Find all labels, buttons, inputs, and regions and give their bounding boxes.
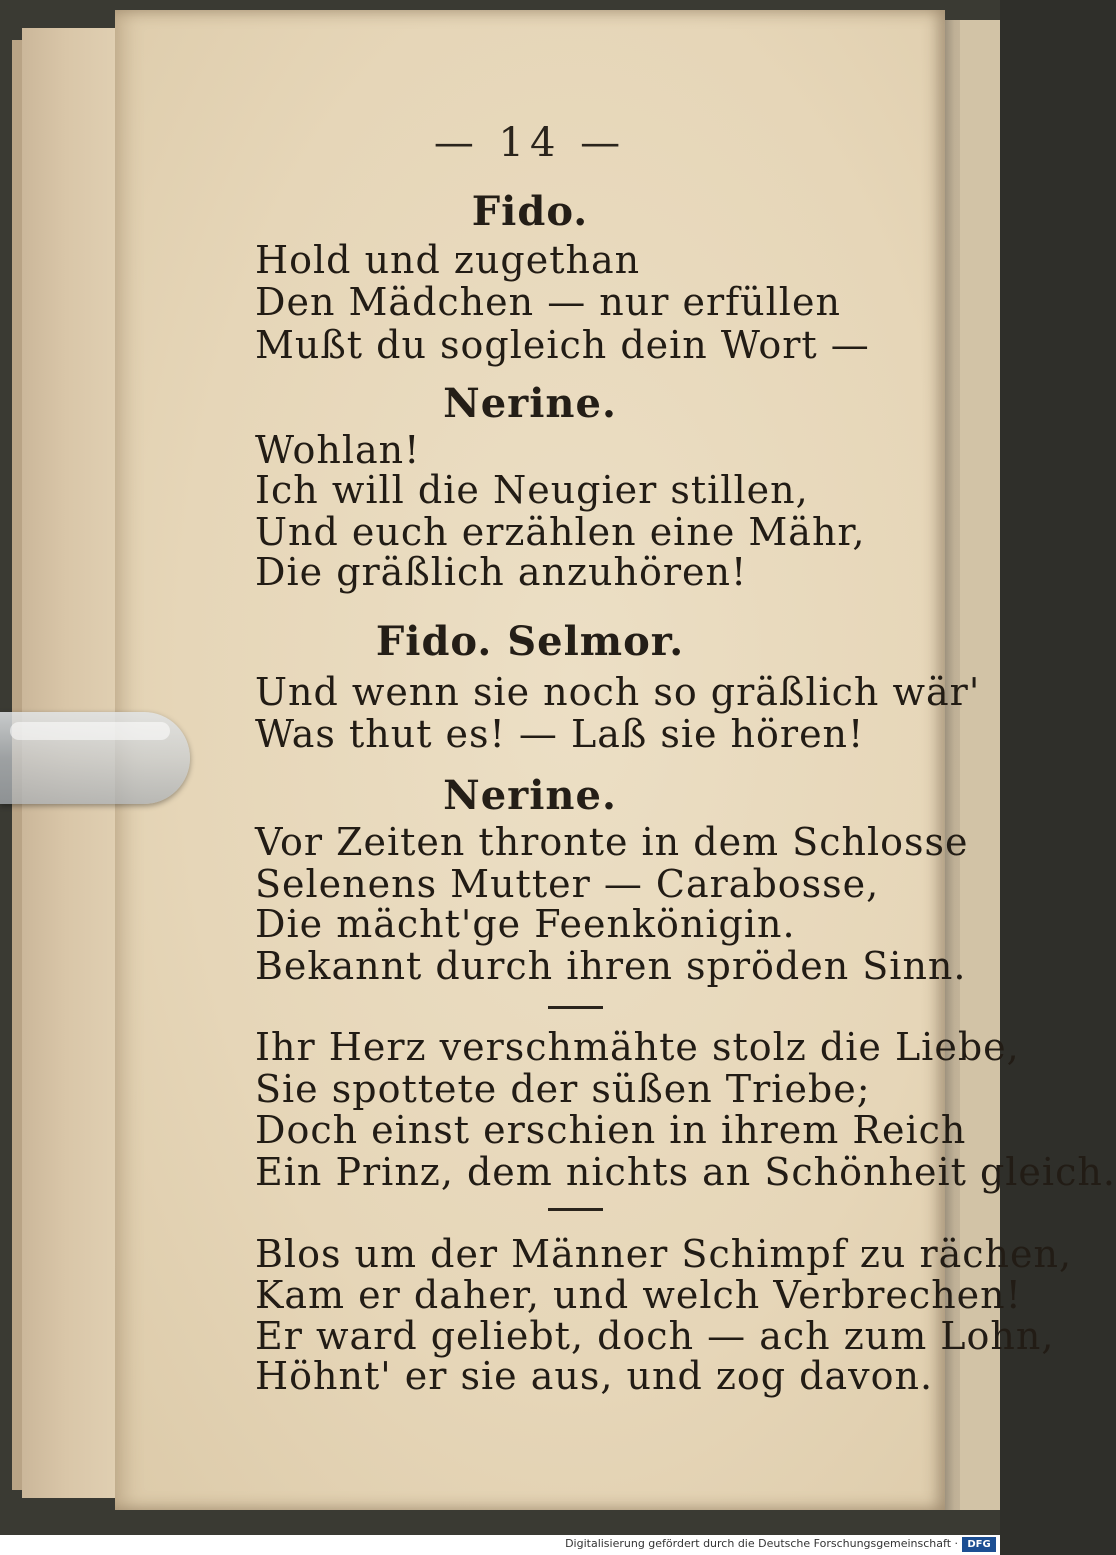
verse-line: Die gräßlich anzuhören! — [255, 550, 748, 594]
speaker-nerine: Nerine. — [443, 772, 617, 819]
verse-line: Vor Zeiten thronte in dem Schlosse — [255, 820, 969, 864]
verse-line: Wohlan! — [255, 428, 421, 472]
book-page — [115, 10, 1116, 1510]
verse-line: Und euch erzählen eine Mähr, — [255, 510, 866, 554]
stanza-divider — [548, 1006, 603, 1009]
verse-line: Doch einst erschien in ihrem Reich — [255, 1108, 967, 1152]
verse-line: Den Mädchen — nur erfüllen — [255, 280, 841, 324]
speaker-nerine: Nerine. — [443, 380, 617, 427]
verse-line: Mußt du sogleich dein Wort — — [255, 323, 870, 367]
funding-credit: Digitalisierung gefördert durch die Deutsche Forschungsgemeinschaft · — [565, 1537, 958, 1550]
speaker-fido: Fido. — [471, 188, 589, 235]
verse-line: Ein Prinz, dem nichts an Schönheit gleich. — [255, 1150, 1116, 1194]
verse-line: Kam er daher, und welch Verbrechen! — [255, 1273, 1022, 1317]
speaker-fido-selmor: Fido. Selmor. — [375, 618, 685, 665]
verse-line: Die mächt'ge Feenkönigin. — [255, 902, 796, 946]
verse-line: Sie spottete der süßen Triebe; — [255, 1067, 871, 1111]
verse-line: Bekannt durch ihren spröden Sinn. — [255, 944, 967, 988]
verse-line: Und wenn sie noch so gräßlich wär' — [255, 670, 981, 714]
stanza-divider — [548, 1208, 603, 1211]
page-clip-highlight — [10, 722, 170, 740]
page-number: — 14 — — [433, 120, 627, 166]
verse-line: Höhnt' er sie aus, und zog davon. — [255, 1354, 934, 1398]
verse-line: Ihr Herz verschmähte stolz die Liebe, — [255, 1025, 1020, 1069]
dfg-logo: DFG — [962, 1537, 996, 1552]
verse-line: Er ward geliebt, doch — ach zum Lohn, — [255, 1314, 1055, 1358]
verse-line: Blos um der Männer Schimpf zu rächen, — [255, 1232, 1073, 1276]
verse-line: Selenens Mutter — Carabosse, — [255, 862, 880, 906]
verse-line: Was thut es! — Laß sie hören! — [255, 712, 865, 756]
verse-line: Ich will die Neugier stillen, — [255, 468, 809, 512]
verse-line: Hold und zugethan — [255, 238, 641, 282]
